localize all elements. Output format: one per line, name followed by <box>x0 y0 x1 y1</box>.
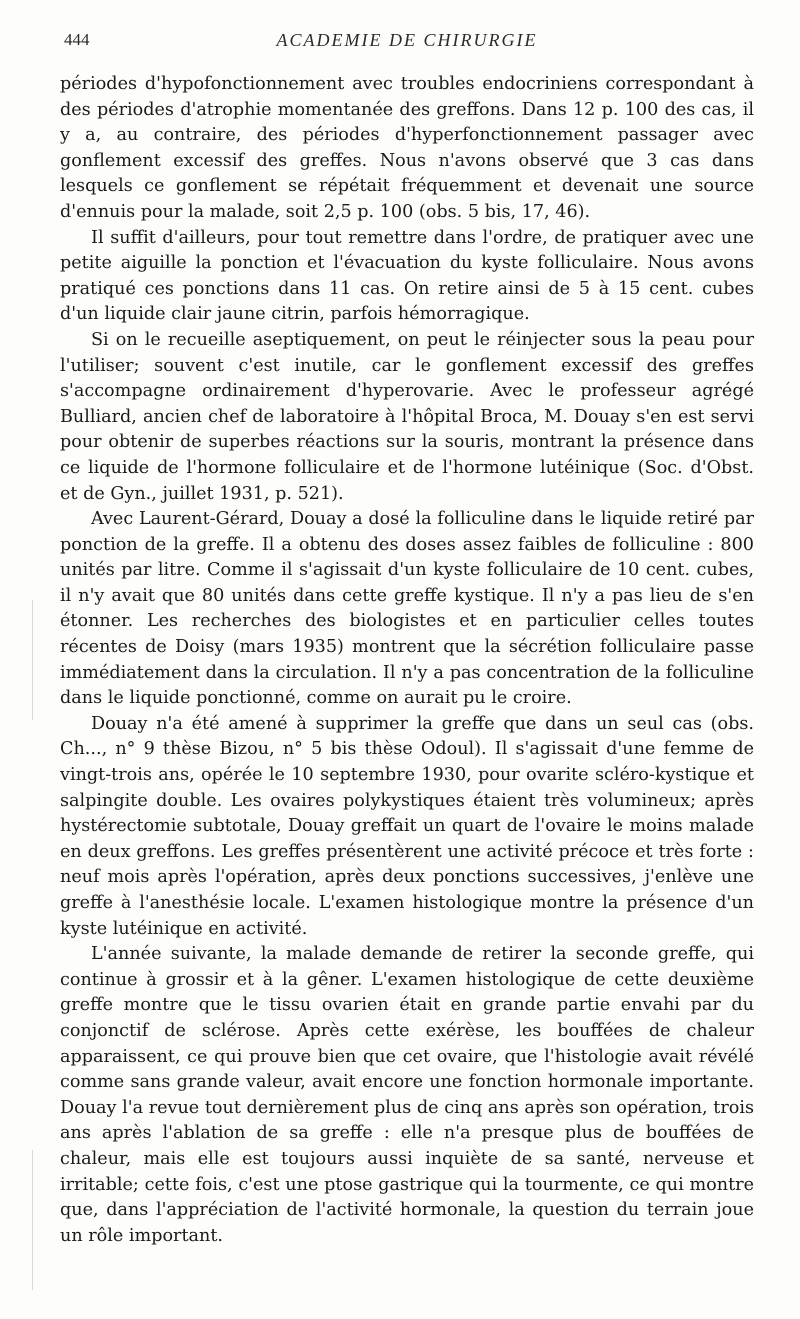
margin-shadow-line <box>32 600 33 720</box>
paragraph: Douay n'a été amené à supprimer la greffe que dans un seul cas (obs. Ch..., n° 9 thèse Bizou, n° 5 bis thèse Odoul). Il s'agissait d'une femme de vingt-trois ans, opérée le 10 septembre 1930, pour ovarite scléro-kystique et salpingite double. Les ovaires polykystiques étaient très volumineux; après hystérectomie subtotale, Douay greffait un quart de l'ovaire le moins malade en deux greffons. Les greffes présentèrent une activité précoce et très forte : neuf mois après l'opération, après deux ponctions successives, j'enlève une greffe à l'anesthésie locale. L'examen histologique montre la présence d'un kyste lutéinique en activité. <box>60 713 754 939</box>
paragraph: Si on le recueille aseptiquement, on peut le réinjecter sous la peau pour l'utiliser; souvent c'est inutile, car le gonflement excessif des greffes s'accompagne ordinairement d'hyperovarie. Avec le professeur agrégé Bulliard, ancien chef de laboratoire à l'hôpital Broca, M. Douay s'en est servi pour obtenir de superbes réactions sur la souris, montrant la présence dans ce liquide de l'hormone folliculaire et de l'hormone lutéinique (Soc. d'Obst. et de Gyn., juillet 1931, p. 521). <box>60 329 754 504</box>
page-header <box>60 30 754 56</box>
margin-shadow-line <box>32 1150 33 1290</box>
paragraph: Il suffit d'ailleurs, pour tout remettre dans l'ordre, de pratiquer avec une petite aiguille la ponction et l'évacuation du kyste folliculaire. Nous avons pratiqué ces ponctions dans 11 cas. On retire ainsi de 5 à 15 cent. cubes d'un liquide clair jaune citrin, parfois hémorragique. <box>60 227 754 325</box>
paragraph: L'année suivante, la malade demande de retirer la seconde greffe, qui continue à grossir et à la gêner. L'examen histologique de cette deuxième greffe montre que le tissu ovarien était en grande partie envahi par du conjonctif de sclérose. Après cette exérèse, les bouffées de chaleur apparaissent, ce qui prouve bien que cet ovaire, que l'histologie avait révélé comme sans grande valeur, avait encore une fonction hormonale importante. Douay l'a revue tout dernièrement plus de cinq ans après son opération, trois ans après l'ablation de sa greffe : elle n'a presque plus de bouffées de chaleur, mais elle est toujours aussi inquiète de sa santé, nerveuse et irritable; cette fois, c'est une ptose gastrique qui la tourmente, ce qui montre que, dans l'appréciation de l'activité hormonale, la question du terrain joue un rôle important. <box>60 944 754 1246</box>
body-text <box>60 72 754 1249</box>
paragraph: Avec Laurent-Gérard, Douay a dosé la folliculine dans le liquide retiré par ponction de la greffe. Il a obtenu des doses assez faibles de folliculine : 800 unités par litre. Comme il s'agissait d'un kyste folliculaire de 10 cent. cubes, il n'y avait que 80 unités dans cette greffe kystique. Il n'y a pas lieu de s'en étonner. Les recherches des biologistes et en particulier celles toutes récentes de Doisy (mars 1935) montrent que la sécrétion folliculaire passe immédiatement dans la circulation. Il n'y a pas concentration de la folliculine dans le liquide ponctionné, comme on aurait pu le croire. <box>60 509 754 709</box>
page-number: 444 <box>64 30 90 49</box>
paragraph-continued: périodes d'hypofonctionnement avec troubles endocriniens correspondant à des périodes d'atrophie momentanée des greffons. Dans 12 p. 100 des cas, il y a, au contraire, des périodes d'hyperfonctionnement passager avec gonflement excessif des greffes. Nous n'avons observé que 3 cas dans lesquels ce gonflement se répétait fréquemment et devenait une source d'ennuis pour la malade, soit 2,5 p. 100 (obs. 5 bis, 17, 46). <box>60 74 754 222</box>
running-head: ACADEMIE DE CHIRURGIE <box>276 30 538 50</box>
